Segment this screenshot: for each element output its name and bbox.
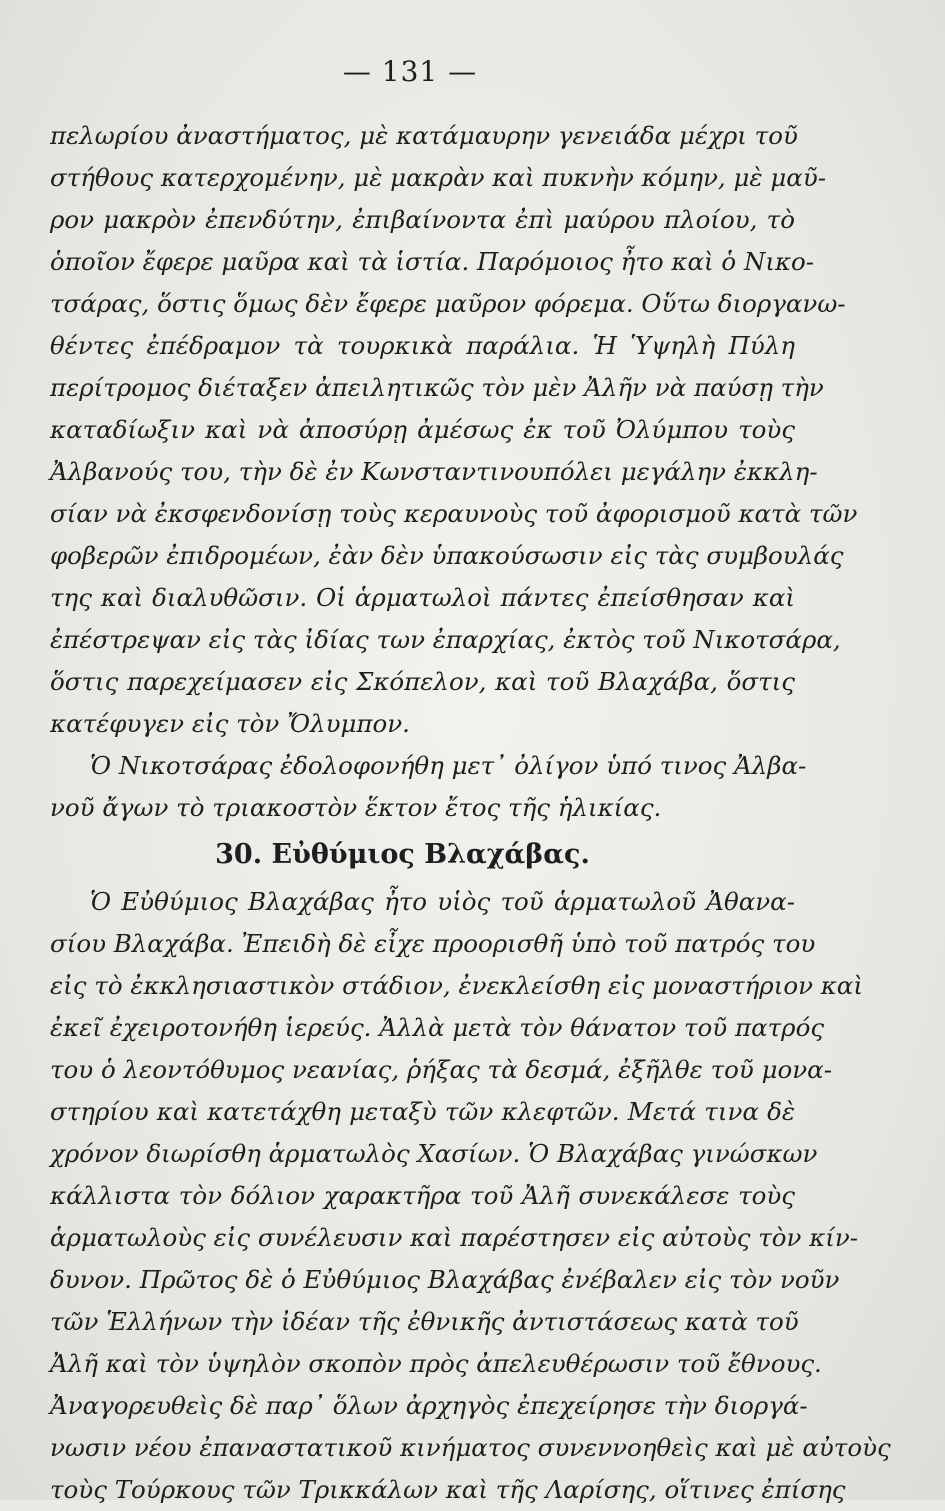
text-line: νωσιν νέου ἐπαναστατικοῦ κινήματος συνεννοηθεὶς καὶ μὲ αὐτοὺς: [50, 1433, 891, 1462]
text-line: Ὁ Νικοτσάρας ἐδολοφονήθη μετ᾽ ὀλίγον ὑπό τινος Ἀλβα-: [90, 751, 807, 780]
text-line: Ὁ Εὐθύμιος Βλαχάβας ἦτο υἱὸς τοῦ ἁρματωλοῦ Ἀθανα-: [90, 887, 795, 916]
text-line: χρόνον διωρίσθη ἁρματωλὸς Χασίων. Ὁ Βλαχάβας γινώσκων: [50, 1139, 818, 1168]
paragraph-2: [50, 745, 807, 829]
text-line: ἁρματωλοὺς εἰς συνέλευσιν καὶ παρέστησεν εἰς αὐτοὺς τὸν κίν-: [50, 1223, 859, 1252]
section-heading: 30. Εὐθύμιος Βλαχάβας.: [215, 839, 590, 870]
text-line: ὅστις παρεχείμασεν εἰς Σκόπελον, καὶ τοῦ Βλαχάβα, ὅστις: [50, 667, 795, 696]
text-line: ἐπέστρεψαν εἰς τὰς ἰδίας των ἐπαρχίας, ἐκτὸς τοῦ Νικοτσάρα,: [50, 625, 841, 654]
body-text: [50, 115, 891, 1511]
text-line: Ἀλβανούς του, τὴν δὲ ἐν Κωνσταντινουπόλει μεγάλην ἐκκλη-: [50, 457, 818, 486]
paragraph-3: [50, 881, 891, 1511]
page-number: — 131 —: [342, 55, 478, 88]
text-line: στήθους κατερχομένην, μὲ μακρὰν καὶ πυκνὴν κόμην, μὲ μαῦ-: [50, 163, 827, 192]
paragraph-1: [50, 115, 858, 745]
text-line: θέντες ἐπέδραμον τὰ τουρκικὰ παράλια. Ἡ Ὑψηλὴ Πύλη: [50, 331, 795, 360]
text-line: Ἀλῆ καὶ τὸν ὑψηλὸν σκοπὸν πρὸς ἀπελευθέρωσιν τοῦ ἔθνους.: [50, 1349, 822, 1378]
text-line: εἰς τὸ ἐκκλησιαστικὸν στάδιον, ἐνεκλείσθη εἰς μοναστήριον καὶ: [50, 971, 863, 1000]
text-line: του ὁ λεοντόθυμος νεανίας, ῥήξας τὰ δεσμά, ἐξῆλθε τοῦ μονα-: [50, 1055, 832, 1084]
text-line: περίτρομος διέταξεν ἀπειλητικῶς τὸν μὲν Ἀλῆν νὰ παύσῃ τὴν: [50, 373, 824, 402]
text-line: δυνον. Πρῶτος δὲ ὁ Εὐθύμιος Βλαχάβας ἐνέβαλεν εἰς τὸν νοῦν: [50, 1265, 840, 1294]
text-line: Ἀναγορευθεὶς δὲ παρ᾽ ὅλων ἀρχηγὸς ἐπεχείρησε τὴν διοργά-: [50, 1391, 808, 1420]
text-line: ὁποῖον ἔφερε μαῦρα καὶ τὰ ἱστία. Παρόμοιος ἦτο καὶ ὁ Νικο-: [50, 247, 815, 276]
text-line: πελωρίου ἀναστήματος, μὲ κατάμαυρην γενειάδα μέχρι τοῦ: [50, 121, 798, 150]
text-line: σίου Βλαχάβα. Ἐπειδὴ δὲ εἶχε προορισθῆ ὑπὸ τοῦ πατρός του: [50, 929, 816, 958]
text-line: ρον μακρὸν ἐπενδύτην, ἐπιβαίνοντα ἐπὶ μαύρου πλοίου, τὸ: [50, 205, 795, 234]
text-line: τσάρας, ὅστις ὅμως δὲν ἔφερε μαῦρον φόρεμα. Οὕτω διοργανω-: [50, 289, 846, 318]
text-line: φοβερῶν ἐπιδρομέων, ἐὰν δὲν ὑπακούσωσιν εἰς τὰς συμβουλάς: [50, 541, 844, 570]
text-line: ἐκεῖ ἐχειροτονήθη ἱερεύς. Ἀλλὰ μετὰ τὸν θάνατον τοῦ πατρός: [50, 1013, 825, 1042]
text-line: τοὺς Τούρκους τῶν Τρικκάλων καὶ τῆς Λαρίσης, οἵτινες ἐπίσης: [50, 1475, 846, 1504]
text-line: τῶν Ἑλλήνων τὴν ἰδέαν τῆς ἐθνικῆς ἀντιστάσεως κατὰ τοῦ: [50, 1307, 799, 1336]
text-line: στηρίου καὶ κατετάχθη μεταξὺ τῶν κλεφτῶν. Μετά τινα δὲ: [50, 1097, 795, 1126]
text-line: κατέφυγεν εἰς τὸν Ὄλυμπον.: [50, 709, 410, 738]
text-line: της καὶ διαλυθῶσιν. Οἱ ἁρματωλοὶ πάντες ἐπείσθησαν καὶ: [50, 583, 795, 612]
text-line: νοῦ ἄγων τὸ τριακοστὸν ἕκτον ἔτος τῆς ἡλικίας.: [50, 793, 662, 822]
text-line: σίαν νὰ ἐκσφενδονίσῃ τοὺς κεραυνοὺς τοῦ ἀφορισμοῦ κατὰ τῶν: [50, 499, 858, 528]
text-line: κάλλιστα τὸν δόλιον χαρακτῆρα τοῦ Ἀλῆ συνεκάλεσε τοὺς: [50, 1181, 795, 1210]
text-line: καταδίωξιν καὶ νὰ ἀποσύρῃ ἀμέσως ἐκ τοῦ Ὀλύμπου τοὺς: [50, 415, 795, 444]
